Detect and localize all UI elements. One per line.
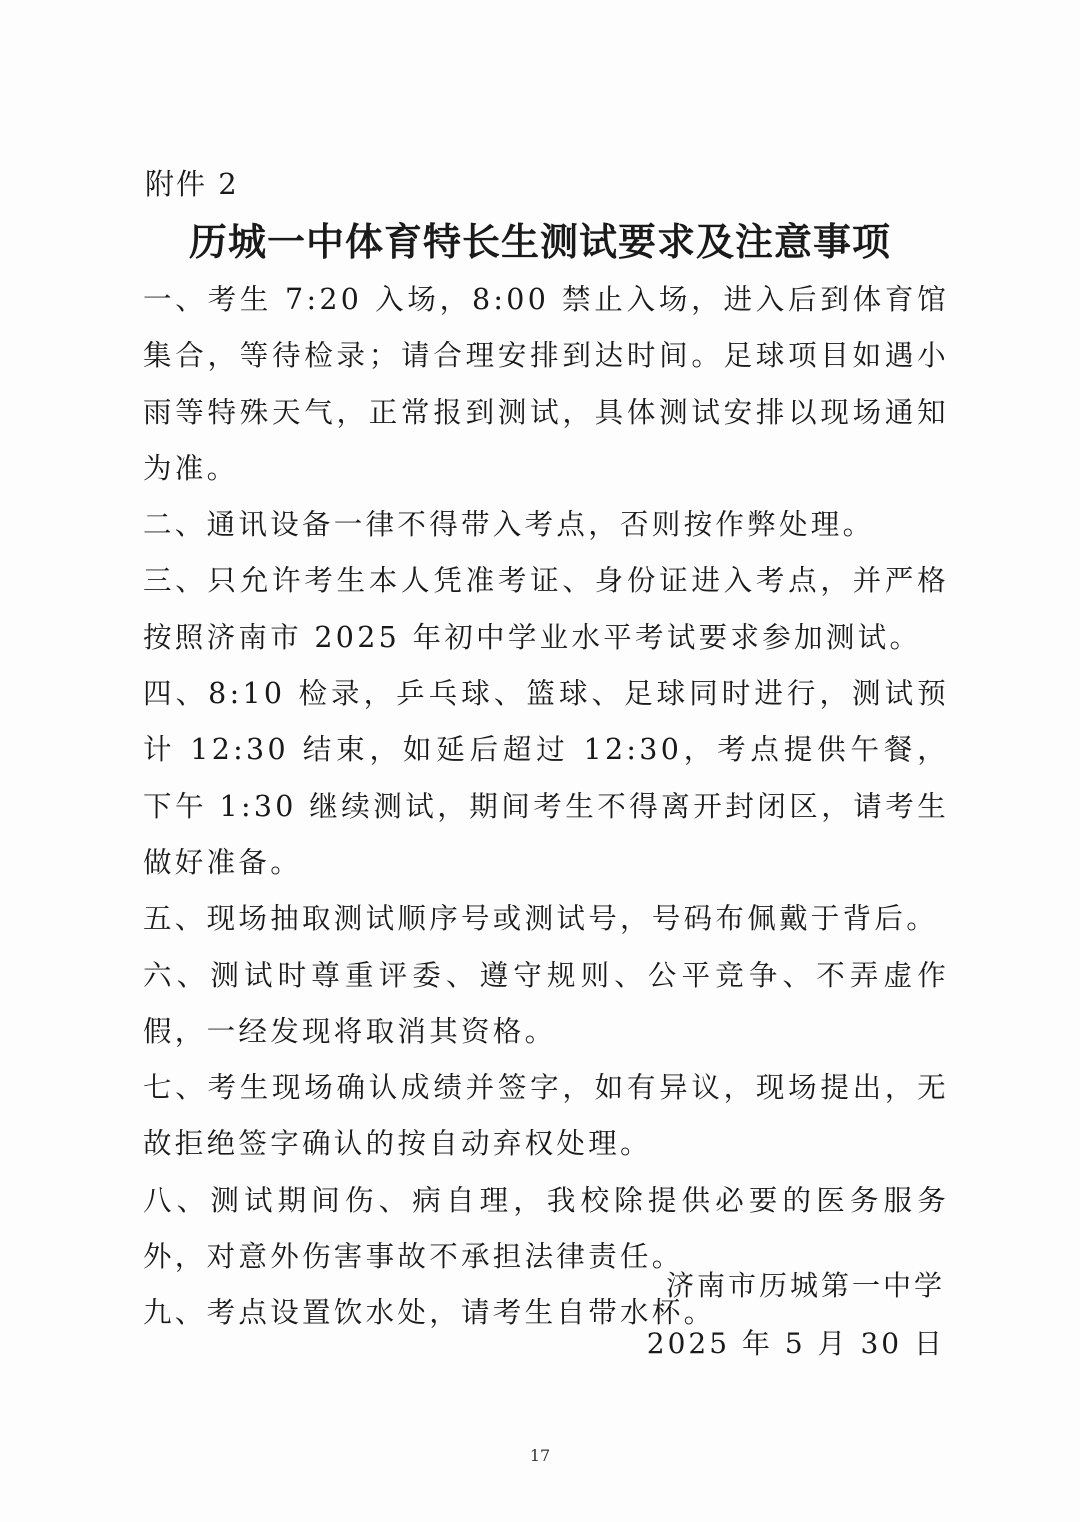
list-item: 八、测试期间伤、病自理，我校除提供必要的医务服务外，对意外伤害事故不承担法律责任。 bbox=[143, 1183, 949, 1274]
list-item: 九、考点设置饮水处，请考生自带水杯。 bbox=[143, 1296, 716, 1330]
document-title: 历城一中体育特长生测试要求及注意事项 bbox=[188, 219, 891, 264]
signature-organization: 济南市历城第一中学 bbox=[665, 1269, 945, 1302]
list-item: 二、通讯设备一律不得带入考点，否则按作弊处理。 bbox=[143, 508, 875, 542]
signature-date: 2025 年 5 月 30 日 bbox=[646, 1327, 945, 1360]
list-item: 五、现场抽取测试顺序号或测试号，号码布佩戴于背后。 bbox=[143, 902, 939, 936]
signature-block bbox=[647, 1257, 945, 1373]
list-item: 七、考生现场确认成绩并签字，如有异议，现场提出，无故拒绝签字确认的按自动弃权处理。 bbox=[143, 1071, 949, 1161]
page-number: 17 bbox=[529, 1446, 551, 1465]
list-item: 一、考生 7:20 入场，8:00 禁止入场，进入后到体育馆集合，等待检录；请合理安排到达时间。足球项目如遇小雨等特殊天气，正常报到测试，具体测试安排以现场通知为准。 bbox=[143, 283, 949, 485]
list-item: 六、测试时尊重评委、遵守规则、公平竞争、不弄虚作假，一经发现将取消其资格。 bbox=[143, 958, 949, 1048]
list-item: 三、只允许考生本人凭准考证、身份证进入考点，并严格按照济南市 2025 年初中学业水平考试要求参加测试。 bbox=[143, 564, 949, 654]
document-body bbox=[143, 272, 949, 1342]
list-item: 四、8:10 检录，乒乓球、篮球、足球同时进行，测试预计 12:30 结束，如延后超过 12:30，考点提供午餐，下午 1:30 继续测试，期间考生不得离开封闭区，请考生做好准备。 bbox=[143, 677, 949, 879]
attachment-label: 附件 2 bbox=[145, 167, 239, 201]
